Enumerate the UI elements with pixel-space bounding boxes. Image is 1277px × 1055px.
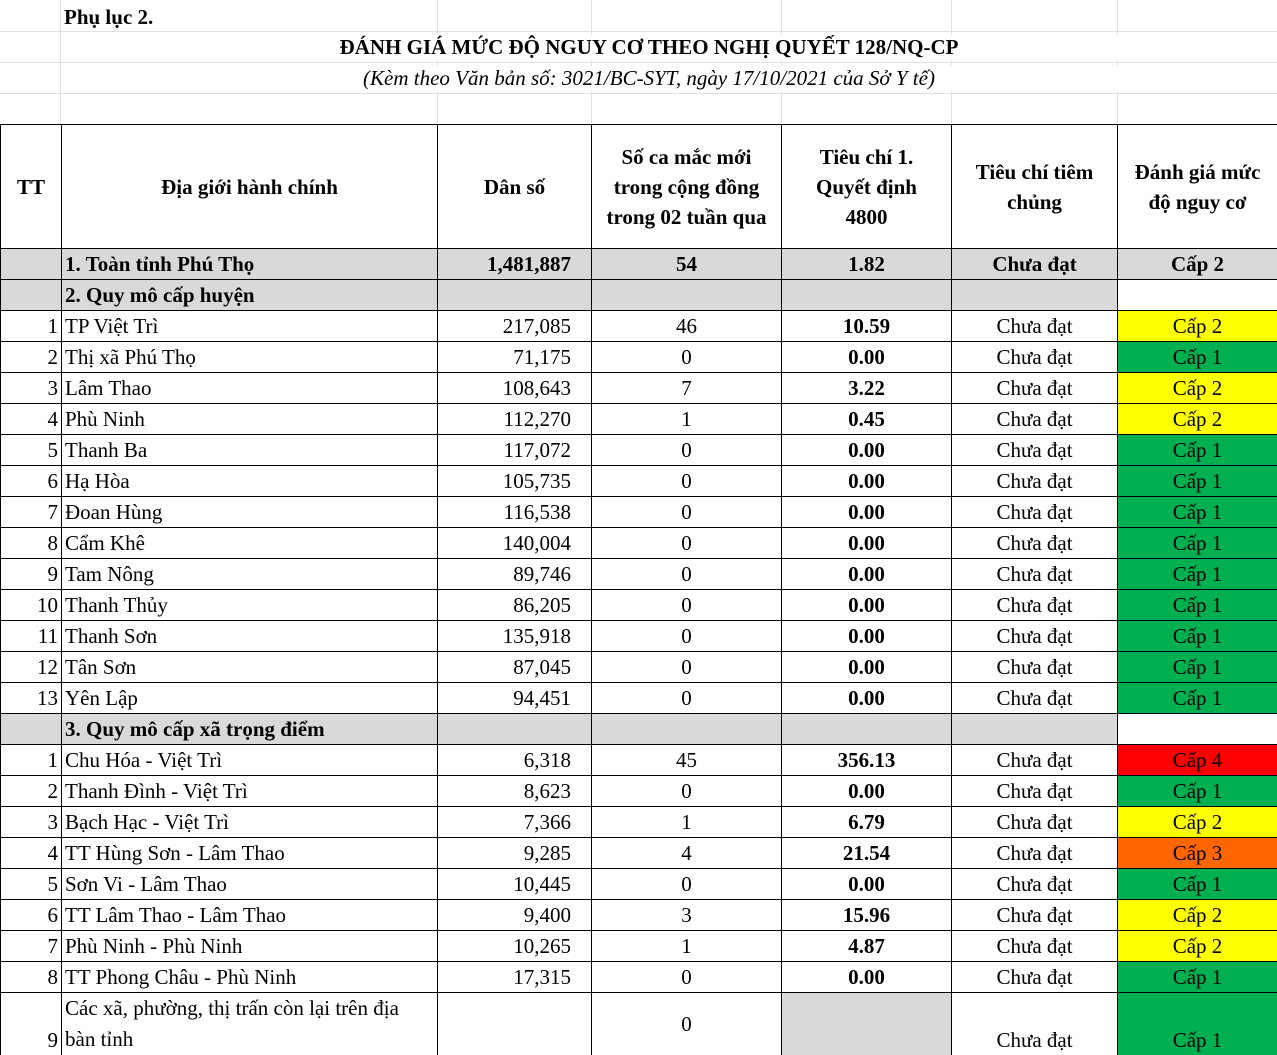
vaccination-status: Chưa đạt: [952, 683, 1118, 714]
vaccination-status: Chưa đạt: [952, 497, 1118, 528]
criterion1-value: 6.79: [782, 807, 952, 838]
document-subtitle: (Kèm theo Văn bản số: 3021/BC-SYT, ngày 17/10/2021 của Sở Y tế): [61, 66, 1277, 91]
risk-level-badge: Cấp 2: [1118, 807, 1277, 838]
appendix-label: Phụ lục 2.: [64, 5, 154, 29]
new-cases-value: 0: [592, 559, 782, 590]
population-value: 9,400: [438, 900, 592, 931]
vaccination-status: Chưa đạt: [952, 590, 1118, 621]
summary-criterion1: 1.82: [782, 249, 952, 280]
table-row: [1, 745, 1277, 776]
population-value: 86,205: [438, 590, 592, 621]
risk-level-badge: Cấp 2: [1118, 404, 1277, 435]
new-cases-value: 0: [592, 683, 782, 714]
table-cell: [1118, 714, 1277, 745]
table-row: [1, 559, 1277, 590]
population-value: 217,085: [438, 311, 592, 342]
table-cell: [1, 249, 62, 280]
sheet-gridlines: [0, 0, 1277, 124]
new-cases-value: 1: [592, 931, 782, 962]
vaccination-status: Chưa đạt: [952, 652, 1118, 683]
criterion1-value: 0.00: [782, 683, 952, 714]
table-row: [1, 373, 1277, 404]
gridline: [0, 62, 1277, 63]
table-row: [1, 931, 1277, 962]
column-header-area: Địa giới hành chính: [62, 125, 438, 249]
new-cases-value: 0: [592, 342, 782, 373]
criterion1-value: 0.00: [782, 621, 952, 652]
risk-level-badge: Cấp 2: [1118, 931, 1277, 962]
risk-level-badge: Cấp 4: [1118, 745, 1277, 776]
area-name: Thanh Ba: [62, 435, 438, 466]
population-value: 117,072: [438, 435, 592, 466]
row-number: 1: [1, 311, 62, 342]
summary-population: 1,481,887: [438, 249, 592, 280]
vaccination-status: Chưa đạt: [952, 404, 1118, 435]
criterion1-value: 10.59: [782, 311, 952, 342]
population-value: [438, 993, 592, 1055]
section-header-row: [1, 714, 1277, 745]
vaccination-status: Chưa đạt: [952, 373, 1118, 404]
criterion1-value: 21.54: [782, 838, 952, 869]
risk-level-badge: Cấp 1: [1118, 621, 1277, 652]
criterion1-value: 0.45: [782, 404, 952, 435]
population-value: 87,045: [438, 652, 592, 683]
table-row: [1, 590, 1277, 621]
table-row: [1, 528, 1277, 559]
area-name: Các xã, phường, thị trấn còn lại trên địa bàn tỉnh: [62, 993, 438, 1055]
new-cases-value: 3: [592, 900, 782, 931]
risk-level-badge: Cấp 1: [1118, 993, 1277, 1055]
area-name: TP Việt Trì: [62, 311, 438, 342]
risk-assessment-table: [0, 124, 1277, 1055]
row-number: 10: [1, 590, 62, 621]
area-name: TT Phong Châu - Phù Ninh: [62, 962, 438, 993]
risk-level-badge: Cấp 2: [1118, 900, 1277, 931]
area-name: Thanh Đình - Việt Trì: [62, 776, 438, 807]
vaccination-status: Chưa đạt: [952, 466, 1118, 497]
criterion1-value: 4.87: [782, 931, 952, 962]
table-cell: [592, 280, 782, 311]
row-number: 4: [1, 838, 62, 869]
population-value: 140,004: [438, 528, 592, 559]
row-number: 9: [1, 559, 62, 590]
new-cases-value: 46: [592, 311, 782, 342]
table-cell: [438, 714, 592, 745]
vaccination-status: Chưa đạt: [952, 993, 1118, 1055]
summary-vaccination: Chưa đạt: [952, 249, 1118, 280]
column-header-vaccination: Tiêu chí tiêm chủng: [952, 125, 1118, 249]
risk-level-badge: Cấp 1: [1118, 683, 1277, 714]
row-number: 7: [1, 497, 62, 528]
section-header-row: [1, 280, 1277, 311]
row-number: 8: [1, 528, 62, 559]
row-number: 3: [1, 373, 62, 404]
risk-level-badge: Cấp 1: [1118, 466, 1277, 497]
criterion1-value: 0.00: [782, 590, 952, 621]
population-value: 89,746: [438, 559, 592, 590]
table-cell: [592, 714, 782, 745]
row-number: 2: [1, 776, 62, 807]
area-name: Sơn Vi - Lâm Thao: [62, 869, 438, 900]
table-row: [1, 807, 1277, 838]
table-cell: [782, 280, 952, 311]
gridline: [0, 93, 1277, 94]
column-header-tt: TT: [1, 125, 62, 249]
table-row: [1, 683, 1277, 714]
table-row: [1, 993, 1277, 1055]
table-row: [1, 776, 1277, 807]
table-row: [1, 435, 1277, 466]
table-row: [1, 466, 1277, 497]
new-cases-value: 1: [592, 404, 782, 435]
area-name: Phù Ninh: [62, 404, 438, 435]
table-cell: [1, 280, 62, 311]
table-cell: [438, 280, 592, 311]
table-row: [1, 838, 1277, 869]
vaccination-status: Chưa đạt: [952, 528, 1118, 559]
area-name: Phù Ninh - Phù Ninh: [62, 931, 438, 962]
risk-level-badge: Cấp 1: [1118, 652, 1277, 683]
criterion1-value: 0.00: [782, 497, 952, 528]
vaccination-status: Chưa đạt: [952, 311, 1118, 342]
vaccination-status: Chưa đạt: [952, 962, 1118, 993]
area-name: Chu Hóa - Việt Trì: [62, 745, 438, 776]
criterion1-value: 0.00: [782, 652, 952, 683]
row-number: 6: [1, 900, 62, 931]
risk-level-badge: Cấp 1: [1118, 559, 1277, 590]
table-row: [1, 900, 1277, 931]
column-header-criterion1: Tiêu chí 1. Quyết định 4800: [782, 125, 952, 249]
table-cell: [782, 714, 952, 745]
area-name: Đoan Hùng: [62, 497, 438, 528]
new-cases-value: 1: [592, 807, 782, 838]
table-row: [1, 621, 1277, 652]
table-row: [1, 652, 1277, 683]
criterion1-value: 0.00: [782, 962, 952, 993]
new-cases-value: 0: [592, 435, 782, 466]
area-name: Thị xã Phú Thọ: [62, 342, 438, 373]
vaccination-status: Chưa đạt: [952, 745, 1118, 776]
table-cell: [1, 714, 62, 745]
area-name: Thanh Sơn: [62, 621, 438, 652]
new-cases-value: 0: [592, 869, 782, 900]
table-row: [1, 404, 1277, 435]
area-name: Bạch Hạc - Việt Trì: [62, 807, 438, 838]
risk-level-badge: Cấp 1: [1118, 342, 1277, 373]
vaccination-status: Chưa đạt: [952, 869, 1118, 900]
row-number: 5: [1, 435, 62, 466]
document-title: ĐÁNH GIÁ MỨC ĐỘ NGUY CƠ THEO NGHỊ QUYẾT 128/NQ-CP: [61, 35, 1277, 60]
population-value: 105,735: [438, 466, 592, 497]
population-value: 116,538: [438, 497, 592, 528]
column-header-new-cases: Số ca mắc mới trong cộng đồng trong 02 tuần qua: [592, 125, 782, 249]
population-value: 108,643: [438, 373, 592, 404]
risk-level-badge: Cấp 1: [1118, 776, 1277, 807]
row-number: 7: [1, 931, 62, 962]
area-name: TT Hùng Sơn - Lâm Thao: [62, 838, 438, 869]
area-name: Tân Sơn: [62, 652, 438, 683]
table-row: [1, 962, 1277, 993]
population-value: 10,445: [438, 869, 592, 900]
area-name: Tam Nông: [62, 559, 438, 590]
risk-level-badge: Cấp 2: [1118, 311, 1277, 342]
row-number: 3: [1, 807, 62, 838]
vaccination-status: Chưa đạt: [952, 559, 1118, 590]
row-number: 2: [1, 342, 62, 373]
vaccination-status: Chưa đạt: [952, 342, 1118, 373]
table-cell: [1118, 280, 1277, 311]
criterion1-value: 0.00: [782, 776, 952, 807]
new-cases-value: 4: [592, 838, 782, 869]
column-header-risk-level: Đánh giá mức độ nguy cơ: [1118, 125, 1277, 249]
criterion1-value: [782, 993, 952, 1055]
summary-row: [1, 249, 1277, 280]
new-cases-value: 0: [592, 652, 782, 683]
population-value: 17,315: [438, 962, 592, 993]
criterion1-value: 0.00: [782, 342, 952, 373]
table-row: [1, 342, 1277, 373]
population-value: 71,175: [438, 342, 592, 373]
row-number: 11: [1, 621, 62, 652]
area-name: Yên Lập: [62, 683, 438, 714]
vaccination-status: Chưa đạt: [952, 931, 1118, 962]
population-value: 8,623: [438, 776, 592, 807]
population-value: 112,270: [438, 404, 592, 435]
table-cell: [952, 280, 1118, 311]
criterion1-value: 0.00: [782, 466, 952, 497]
risk-level-badge: Cấp 1: [1118, 962, 1277, 993]
vaccination-status: Chưa đạt: [952, 435, 1118, 466]
area-name: Hạ Hòa: [62, 466, 438, 497]
new-cases-value: 0: [592, 993, 782, 1055]
risk-level-badge: Cấp 1: [1118, 590, 1277, 621]
new-cases-value: 0: [592, 590, 782, 621]
row-number: 13: [1, 683, 62, 714]
vaccination-status: Chưa đạt: [952, 807, 1118, 838]
row-number: 4: [1, 404, 62, 435]
population-value: 135,918: [438, 621, 592, 652]
table-row: [1, 497, 1277, 528]
row-number: 6: [1, 466, 62, 497]
row-number: 12: [1, 652, 62, 683]
criterion1-value: 3.22: [782, 373, 952, 404]
new-cases-value: 0: [592, 776, 782, 807]
risk-level-badge: Cấp 3: [1118, 838, 1277, 869]
summary-new-cases: 54: [592, 249, 782, 280]
area-name: Lâm Thao: [62, 373, 438, 404]
row-number: 9: [1, 993, 62, 1055]
population-value: 10,265: [438, 931, 592, 962]
summary-risk-level: Cấp 2: [1118, 249, 1277, 280]
gridline: [0, 31, 1277, 32]
risk-level-badge: Cấp 2: [1118, 373, 1277, 404]
section-title: 2. Quy mô cấp huyện: [62, 280, 438, 311]
table-cell: [952, 714, 1118, 745]
row-number: 8: [1, 962, 62, 993]
row-number: 5: [1, 869, 62, 900]
new-cases-value: 45: [592, 745, 782, 776]
summary-name: 1. Toàn tỉnh Phú Thọ: [62, 249, 438, 280]
area-name: Cẩm Khê: [62, 528, 438, 559]
area-name: TT Lâm Thao - Lâm Thao: [62, 900, 438, 931]
population-value: 7,366: [438, 807, 592, 838]
population-value: 94,451: [438, 683, 592, 714]
section-title: 3. Quy mô cấp xã trọng điểm: [62, 714, 438, 745]
vaccination-status: Chưa đạt: [952, 776, 1118, 807]
criterion1-value: 0.00: [782, 528, 952, 559]
column-header-population: Dân số: [438, 125, 592, 249]
new-cases-value: 0: [592, 621, 782, 652]
risk-level-badge: Cấp 1: [1118, 497, 1277, 528]
row-number: 1: [1, 745, 62, 776]
population-value: 6,318: [438, 745, 592, 776]
new-cases-value: 7: [592, 373, 782, 404]
table-row: [1, 869, 1277, 900]
new-cases-value: 0: [592, 962, 782, 993]
new-cases-value: 0: [592, 528, 782, 559]
criterion1-value: 0.00: [782, 869, 952, 900]
new-cases-value: 0: [592, 497, 782, 528]
new-cases-value: 0: [592, 466, 782, 497]
population-value: 9,285: [438, 838, 592, 869]
table-row: [1, 311, 1277, 342]
vaccination-status: Chưa đạt: [952, 838, 1118, 869]
header-row: [1, 125, 1277, 249]
risk-level-badge: Cấp 1: [1118, 869, 1277, 900]
risk-level-badge: Cấp 1: [1118, 435, 1277, 466]
criterion1-value: 15.96: [782, 900, 952, 931]
risk-level-badge: Cấp 1: [1118, 528, 1277, 559]
criterion1-value: 356.13: [782, 745, 952, 776]
vaccination-status: Chưa đạt: [952, 621, 1118, 652]
area-name: Thanh Thủy: [62, 590, 438, 621]
criterion1-value: 0.00: [782, 559, 952, 590]
criterion1-value: 0.00: [782, 435, 952, 466]
vaccination-status: Chưa đạt: [952, 900, 1118, 931]
